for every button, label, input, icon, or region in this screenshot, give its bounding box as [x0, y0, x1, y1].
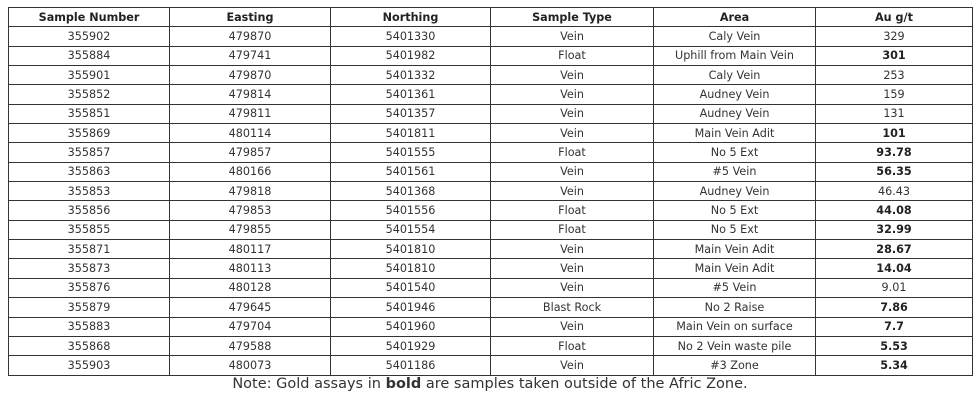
table-row — [9, 143, 973, 162]
easting-cell: 479814 — [170, 85, 331, 104]
northing-cell: 5401540 — [331, 278, 491, 297]
sample-number-cell: 355871 — [9, 240, 170, 259]
au-cell: 159 — [816, 85, 973, 104]
column-header-sample-type: Sample Type — [491, 8, 654, 27]
sample-type-cell: Float — [491, 143, 654, 162]
area-cell: Uphill from Main Vein — [654, 46, 816, 65]
sample-type-cell: Vein — [491, 182, 654, 201]
area-cell: Audney Vein — [654, 104, 816, 123]
table-row — [9, 201, 973, 220]
au-cell: 32.99 — [816, 220, 973, 239]
sample-number-cell: 355873 — [9, 259, 170, 278]
area-cell: Caly Vein — [654, 66, 816, 85]
northing-cell: 5401330 — [331, 27, 491, 46]
au-cell: 253 — [816, 66, 973, 85]
easting-cell: 479870 — [170, 66, 331, 85]
table-row — [9, 124, 973, 143]
area-cell: Main Vein on surface — [654, 317, 816, 336]
northing-cell: 5401810 — [331, 240, 491, 259]
table-row — [9, 336, 973, 355]
sample-number-cell: 355879 — [9, 298, 170, 317]
footnote-text-before: Note: Gold assays in — [232, 376, 386, 392]
easting-cell: 480166 — [170, 162, 331, 181]
sample-number-cell: 355902 — [9, 27, 170, 46]
northing-cell: 5401810 — [331, 259, 491, 278]
au-cell: 46.43 — [816, 182, 973, 201]
table-row — [9, 356, 973, 375]
sample-type-cell: Vein — [491, 278, 654, 297]
area-cell: No 5 Ext — [654, 201, 816, 220]
northing-cell: 5401929 — [331, 336, 491, 355]
northing-cell: 5401361 — [331, 85, 491, 104]
sample-type-cell: Vein — [491, 85, 654, 104]
sample-type-cell: Float — [491, 46, 654, 65]
column-header-northing: Northing — [331, 8, 491, 27]
table-row — [9, 182, 973, 201]
area-cell: Main Vein Adit — [654, 124, 816, 143]
table-row — [9, 317, 973, 336]
table-row — [9, 240, 973, 259]
area-cell: Audney Vein — [654, 85, 816, 104]
northing-cell: 5401332 — [331, 66, 491, 85]
sample-number-cell: 355863 — [9, 162, 170, 181]
au-cell: 56.35 — [816, 162, 973, 181]
table-row — [9, 27, 973, 46]
sample-type-cell: Vein — [491, 66, 654, 85]
easting-cell: 480113 — [170, 259, 331, 278]
sample-number-cell: 355903 — [9, 356, 170, 375]
assay-table — [8, 7, 973, 376]
table-row — [9, 259, 973, 278]
easting-cell: 479857 — [170, 143, 331, 162]
sample-type-cell: Vein — [491, 356, 654, 375]
easting-cell: 480114 — [170, 124, 331, 143]
sample-number-cell: 355883 — [9, 317, 170, 336]
footnote-bold-word: bold — [385, 376, 422, 392]
column-header-easting: Easting — [170, 8, 331, 27]
au-cell: 93.78 — [816, 143, 973, 162]
au-cell: 301 — [816, 46, 973, 65]
au-cell: 9.01 — [816, 278, 973, 297]
easting-cell: 480128 — [170, 278, 331, 297]
sample-number-cell: 355853 — [9, 182, 170, 201]
sample-type-cell: Vein — [491, 162, 654, 181]
easting-cell: 479645 — [170, 298, 331, 317]
northing-cell: 5401960 — [331, 317, 491, 336]
table-row — [9, 46, 973, 65]
easting-cell: 479704 — [170, 317, 331, 336]
northing-cell: 5401186 — [331, 356, 491, 375]
au-cell: 44.08 — [816, 201, 973, 220]
area-cell: No 2 Raise — [654, 298, 816, 317]
au-cell: 5.53 — [816, 336, 973, 355]
area-cell: Caly Vein — [654, 27, 816, 46]
au-cell: 7.7 — [816, 317, 973, 336]
easting-cell: 479853 — [170, 201, 331, 220]
easting-cell: 479811 — [170, 104, 331, 123]
easting-cell: 480073 — [170, 356, 331, 375]
sample-type-cell: Float — [491, 336, 654, 355]
northing-cell: 5401554 — [331, 220, 491, 239]
area-cell: #5 Vein — [654, 278, 816, 297]
sample-type-cell: Vein — [491, 259, 654, 278]
sample-number-cell: 355884 — [9, 46, 170, 65]
au-cell: 28.67 — [816, 240, 973, 259]
northing-cell: 5401555 — [331, 143, 491, 162]
area-cell: Main Vein Adit — [654, 259, 816, 278]
sample-type-cell: Vein — [491, 27, 654, 46]
table-row — [9, 66, 973, 85]
sample-type-cell: Vein — [491, 317, 654, 336]
northing-cell: 5401982 — [331, 46, 491, 65]
sample-type-cell: Blast Rock — [491, 298, 654, 317]
area-cell: No 2 Vein waste pile — [654, 336, 816, 355]
area-cell: No 5 Ext — [654, 143, 816, 162]
column-header-sample-number: Sample Number — [9, 8, 170, 27]
table-row — [9, 278, 973, 297]
sample-number-cell: 355869 — [9, 124, 170, 143]
northing-cell: 5401357 — [331, 104, 491, 123]
northing-cell: 5401811 — [331, 124, 491, 143]
table-row — [9, 298, 973, 317]
sample-number-cell: 355855 — [9, 220, 170, 239]
sample-type-cell: Float — [491, 201, 654, 220]
sample-number-cell: 355856 — [9, 201, 170, 220]
area-cell: Audney Vein — [654, 182, 816, 201]
area-cell: #5 Vein — [654, 162, 816, 181]
table-row — [9, 162, 973, 181]
area-cell: No 5 Ext — [654, 220, 816, 239]
header-row — [9, 8, 973, 27]
area-cell: Main Vein Adit — [654, 240, 816, 259]
sample-number-cell: 355876 — [9, 278, 170, 297]
sample-type-cell: Vein — [491, 104, 654, 123]
sample-type-cell: Vein — [491, 124, 654, 143]
au-cell: 329 — [816, 27, 973, 46]
table-row — [9, 104, 973, 123]
column-header-area: Area — [654, 8, 816, 27]
sample-type-cell: Vein — [491, 240, 654, 259]
easting-cell: 479855 — [170, 220, 331, 239]
easting-cell: 479870 — [170, 27, 331, 46]
easting-cell: 479588 — [170, 336, 331, 355]
sample-number-cell: 355857 — [9, 143, 170, 162]
easting-cell: 479741 — [170, 46, 331, 65]
northing-cell: 5401556 — [331, 201, 491, 220]
table-row — [9, 85, 973, 104]
sample-number-cell: 355852 — [9, 85, 170, 104]
sample-number-cell: 355868 — [9, 336, 170, 355]
au-cell: 7.86 — [816, 298, 973, 317]
northing-cell: 5401561 — [331, 162, 491, 181]
northing-cell: 5401368 — [331, 182, 491, 201]
area-cell: #3 Zone — [654, 356, 816, 375]
table-row — [9, 220, 973, 239]
au-cell: 131 — [816, 104, 973, 123]
sample-number-cell: 355901 — [9, 66, 170, 85]
northing-cell: 5401946 — [331, 298, 491, 317]
table-body — [9, 27, 973, 375]
footnote-text-after: are samples taken outside of the Afric Zone. — [421, 376, 748, 392]
easting-cell: 480117 — [170, 240, 331, 259]
footnote — [0, 376, 980, 392]
table-header — [9, 8, 973, 27]
sample-type-cell: Float — [491, 220, 654, 239]
au-cell: 101 — [816, 124, 973, 143]
column-header-au: Au g/t — [816, 8, 973, 27]
sample-number-cell: 355851 — [9, 104, 170, 123]
au-cell: 14.04 — [816, 259, 973, 278]
au-cell: 5.34 — [816, 356, 973, 375]
easting-cell: 479818 — [170, 182, 331, 201]
